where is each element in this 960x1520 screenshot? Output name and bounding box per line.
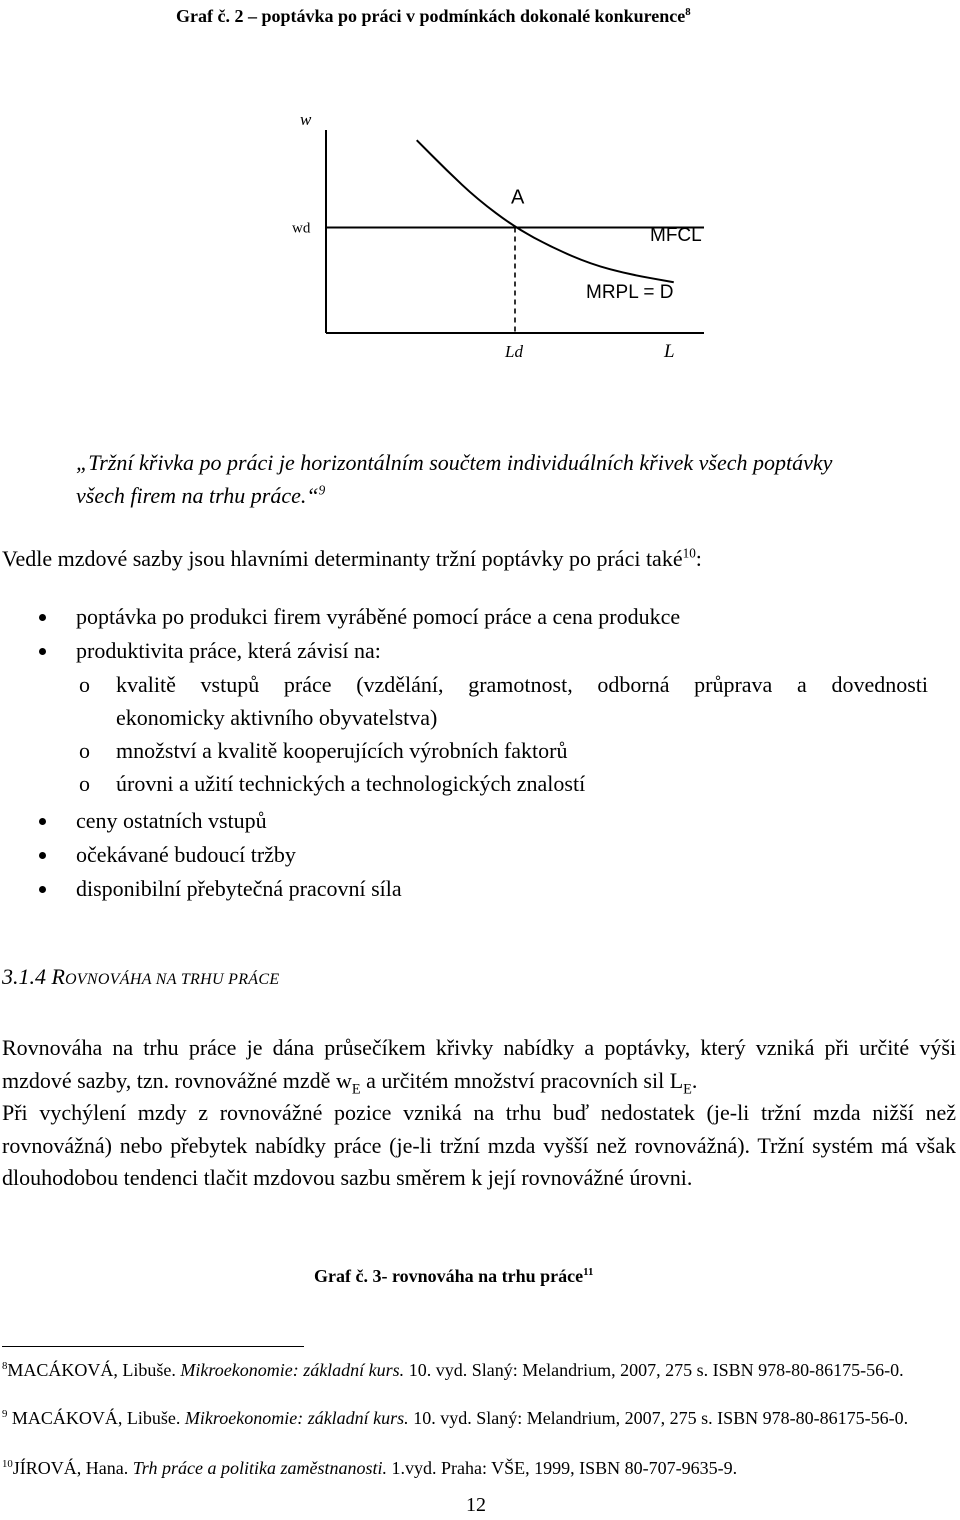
equilibrium-paragraph [2,1032,956,1195]
determinants-list [76,600,680,668]
circle-marker-icon: o [79,672,90,697]
bullet-icon [39,648,46,655]
list-item: disponibilní přebytečná pracovní síla [76,872,402,906]
footnote-separator [2,1346,304,1347]
bullet-icon [39,886,46,893]
chart-caption-1: Graf č. 2 – poptávka po práci v podmínkách dokonalé konkurence$^8$ [176,6,691,26]
circle-marker-icon: o [79,771,90,796]
list-item: produktivita práce, která závisí na: [76,634,680,668]
section-heading: 3.1.4 ROVNOVÁHA NA TRHU PRÁCE [2,964,280,989]
circle-marker-icon: o [79,738,90,763]
paragraph-2: Při vychýlení mzdy z rovnovážné pozice vzniká na trhu buď nedostatek (je-li tržní mzda nižší než rovnovážná) nebo přebytek nabídky práce (je-li tržní mzda vyšší než rovnovážná). Tržní systém má však dlouhodobou tendenci tlačit mzdovou sazbu směrem k její rovnovážné úrovni. [2,1100,956,1191]
page-number: 12 [466,1494,486,1516]
list-item: očekávané budoucí tržby [76,838,402,872]
labor-demand-chart [280,95,720,380]
y-axis-label-w: w [300,110,312,129]
mfcl-label: MFCL [650,225,702,246]
mrpl-label: MRPL = D [586,282,674,303]
sublist-item: o kvalitě vstupů práce (vzdělání, gramotnost, odborná průprava a dovednosti ekonomicky aktivního obyvatelstva) [116,668,928,734]
bullet-icon [39,614,46,621]
y-tick-wd: wd [292,220,311,237]
intro-text: Vedle mzdové sazby jsou hlavními determinanty tržní poptávky po práci také$^{10}$: [2,545,702,571]
footnote-8: $^8$MACÁKOVÁ, Libuše. Mikroekonomie: základní kurs. 10. vyd. Slaný: Melandrium, 2007, 275 s. ISBN 978-80-86175-56-0. [2,1360,904,1380]
sublist-item: o množství a kvalitě kooperujících výrobních faktorů [116,734,928,767]
point-label-a: A [511,186,525,209]
sublist-item: o úrovni a užití technických a technologických znalostí [116,767,928,800]
productivity-sublist [79,668,928,800]
bullet-icon [39,852,46,859]
quote-line-2: všech firem na trhu práce.“$^9$ [76,482,326,508]
chart-caption-2: Graf č. 3- rovnováha na trhu práce$^{11}$ [314,1266,594,1286]
x-axis-label-l: L [664,341,675,362]
determinants-list-continued [76,804,402,906]
list-item: poptávka po produkci firem vyráběné pomocí práce a cena produkce [76,600,680,634]
demand-curve-mrpl [417,140,674,282]
paragraph-1: Rovnováha na trhu práce je dána průsečíkem křivky nabídky a poptávky, který vzniká při určité výši mzdové sazby, tzn. rovnovážné mzdě $w_E$ a určitém množství pracovních sil $L_E$. [2,1035,956,1097]
x-tick-ld: Ld [505,342,523,361]
bullet-icon [39,818,46,825]
quote-line-1: „Tržní křivka po práci je horizontálním součtem individuálních křivek všech poptávky [76,450,833,475]
quote [76,446,832,512]
footnote-10: $^{10}$JÍROVÁ, Hana. Trh práce a politika zaměstnanosti. 1.vyd. Praha: VŠE, 1999, ISBN 80-707-9635-9. [2,1458,738,1478]
list-item: ceny ostatních vstupů [76,804,402,838]
footnote-9: $^9$ MACÁKOVÁ, Libuše. Mikroekonomie: základní kurs. 10. vyd. Slaný: Melandrium, 2007, 275 s. ISBN 978-80-86175-56-0. [2,1408,909,1428]
